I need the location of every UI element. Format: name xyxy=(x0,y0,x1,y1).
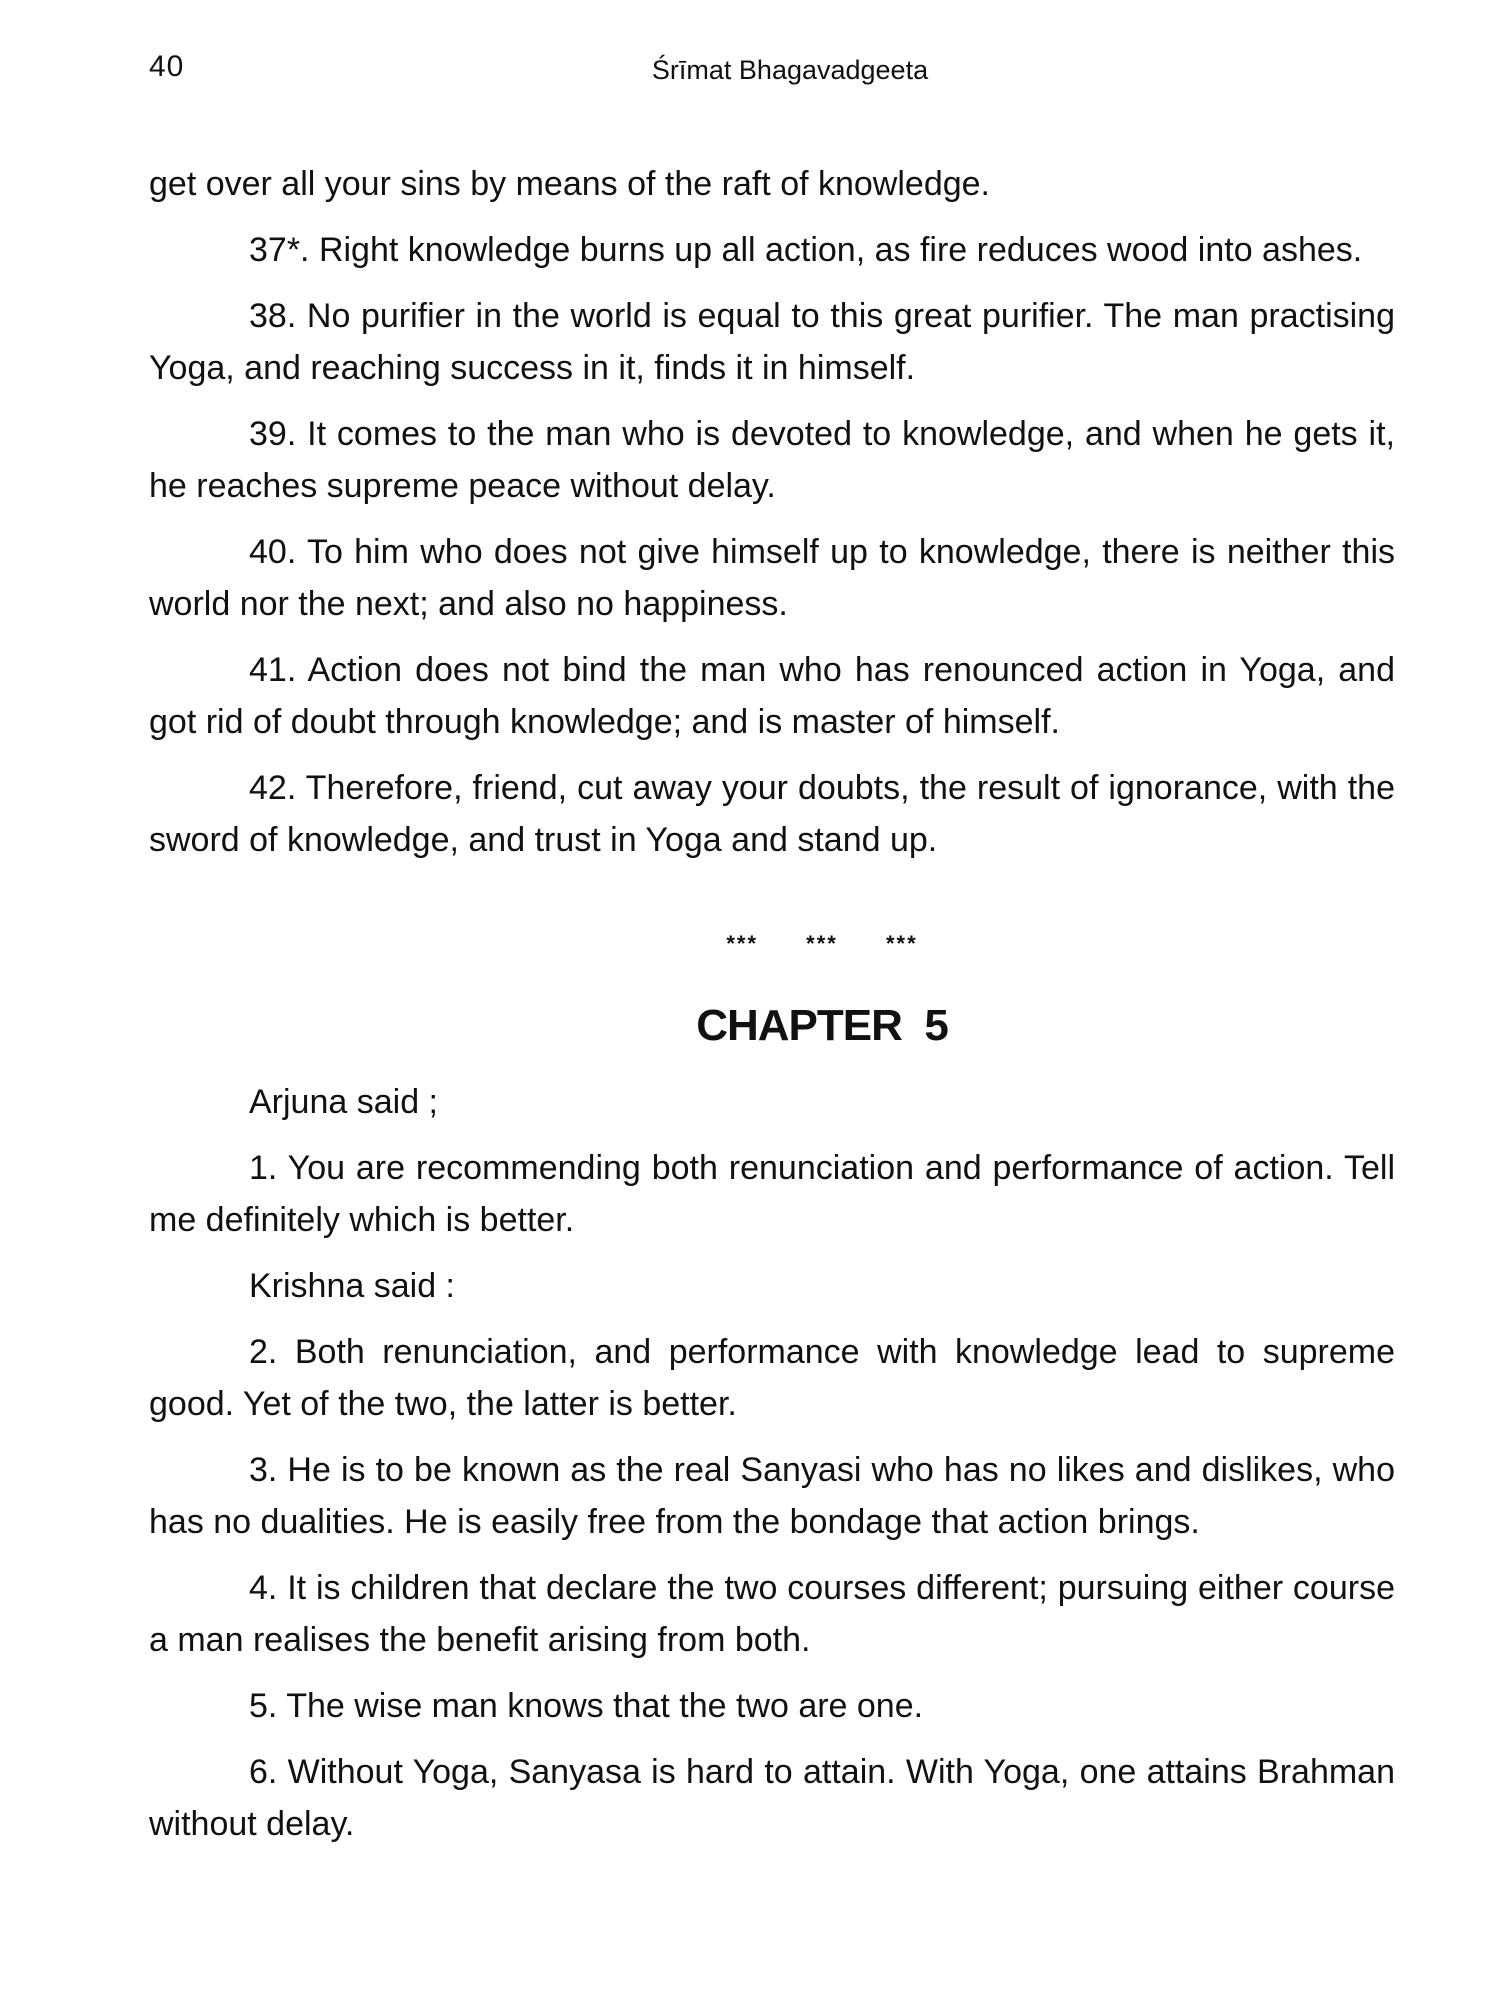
chapter-5-verse-6: 6. Without Yoga, Sanyasa is hard to attain. With Yoga, one attains Brahman without delay. xyxy=(149,1753,1395,1843)
running-title: Śrīmat Bhagavadgeeta xyxy=(651,55,929,85)
verse-38: 38. No purifier in the world is equal to this great purifier. The man practising Yoga, and reaching success in it, finds it in himself. xyxy=(149,297,1395,387)
chapter-5-verse-1: 1. You are recommending both renunciation and performance of action. Tell me definitely which is better. xyxy=(149,1149,1395,1239)
speaker-krishna: Krishna said : xyxy=(249,1267,455,1305)
verse-39: 39. It comes to the man who is devoted to knowledge, and when he gets it, he reaches supreme peace without delay. xyxy=(149,415,1395,505)
section-separator: *** *** *** xyxy=(726,931,918,956)
chapter-5-verse-5: 5. The wise man knows that the two are one. xyxy=(249,1687,924,1725)
paragraph-continuation: get over all your sins by means of the raft of knowledge. xyxy=(149,165,991,203)
speaker-arjuna: Arjuna said ; xyxy=(249,1083,438,1121)
page-number: 40 xyxy=(149,50,185,83)
verse-41: 41. Action does not bind the man who has renounced action in Yoga, and got rid of doubt through knowledge; and is master of himself. xyxy=(149,651,1395,741)
chapter-5-verse-4: 4. It is children that declare the two courses different; pursuing either course a man realises the benefit arising from both. xyxy=(149,1569,1395,1659)
verse-37: 37*. Right knowledge burns up all action, as fire reduces wood into ashes. xyxy=(249,231,1363,269)
body-text xyxy=(149,158,1395,1864)
chapter-5-verse-2: 2. Both renunciation, and performance with knowledge lead to supreme good. Yet of the two, the latter is better. xyxy=(149,1333,1395,1423)
verse-42: 42. Therefore, friend, cut away your doubts, the result of ignorance, with the sword of knowledge, and trust in Yoga and stand up. xyxy=(149,769,1395,859)
verse-40: 40. To him who does not give himself up to knowledge, there is neither this world nor the next; and also no happiness. xyxy=(149,533,1395,623)
chapter-heading: CHAPTER 5 xyxy=(696,1001,948,1050)
chapter-5-verse-3: 3. He is to be known as the real Sanyasi who has no likes and dislikes, who has no dualities. He is easily free from the bondage that action brings. xyxy=(149,1451,1395,1541)
